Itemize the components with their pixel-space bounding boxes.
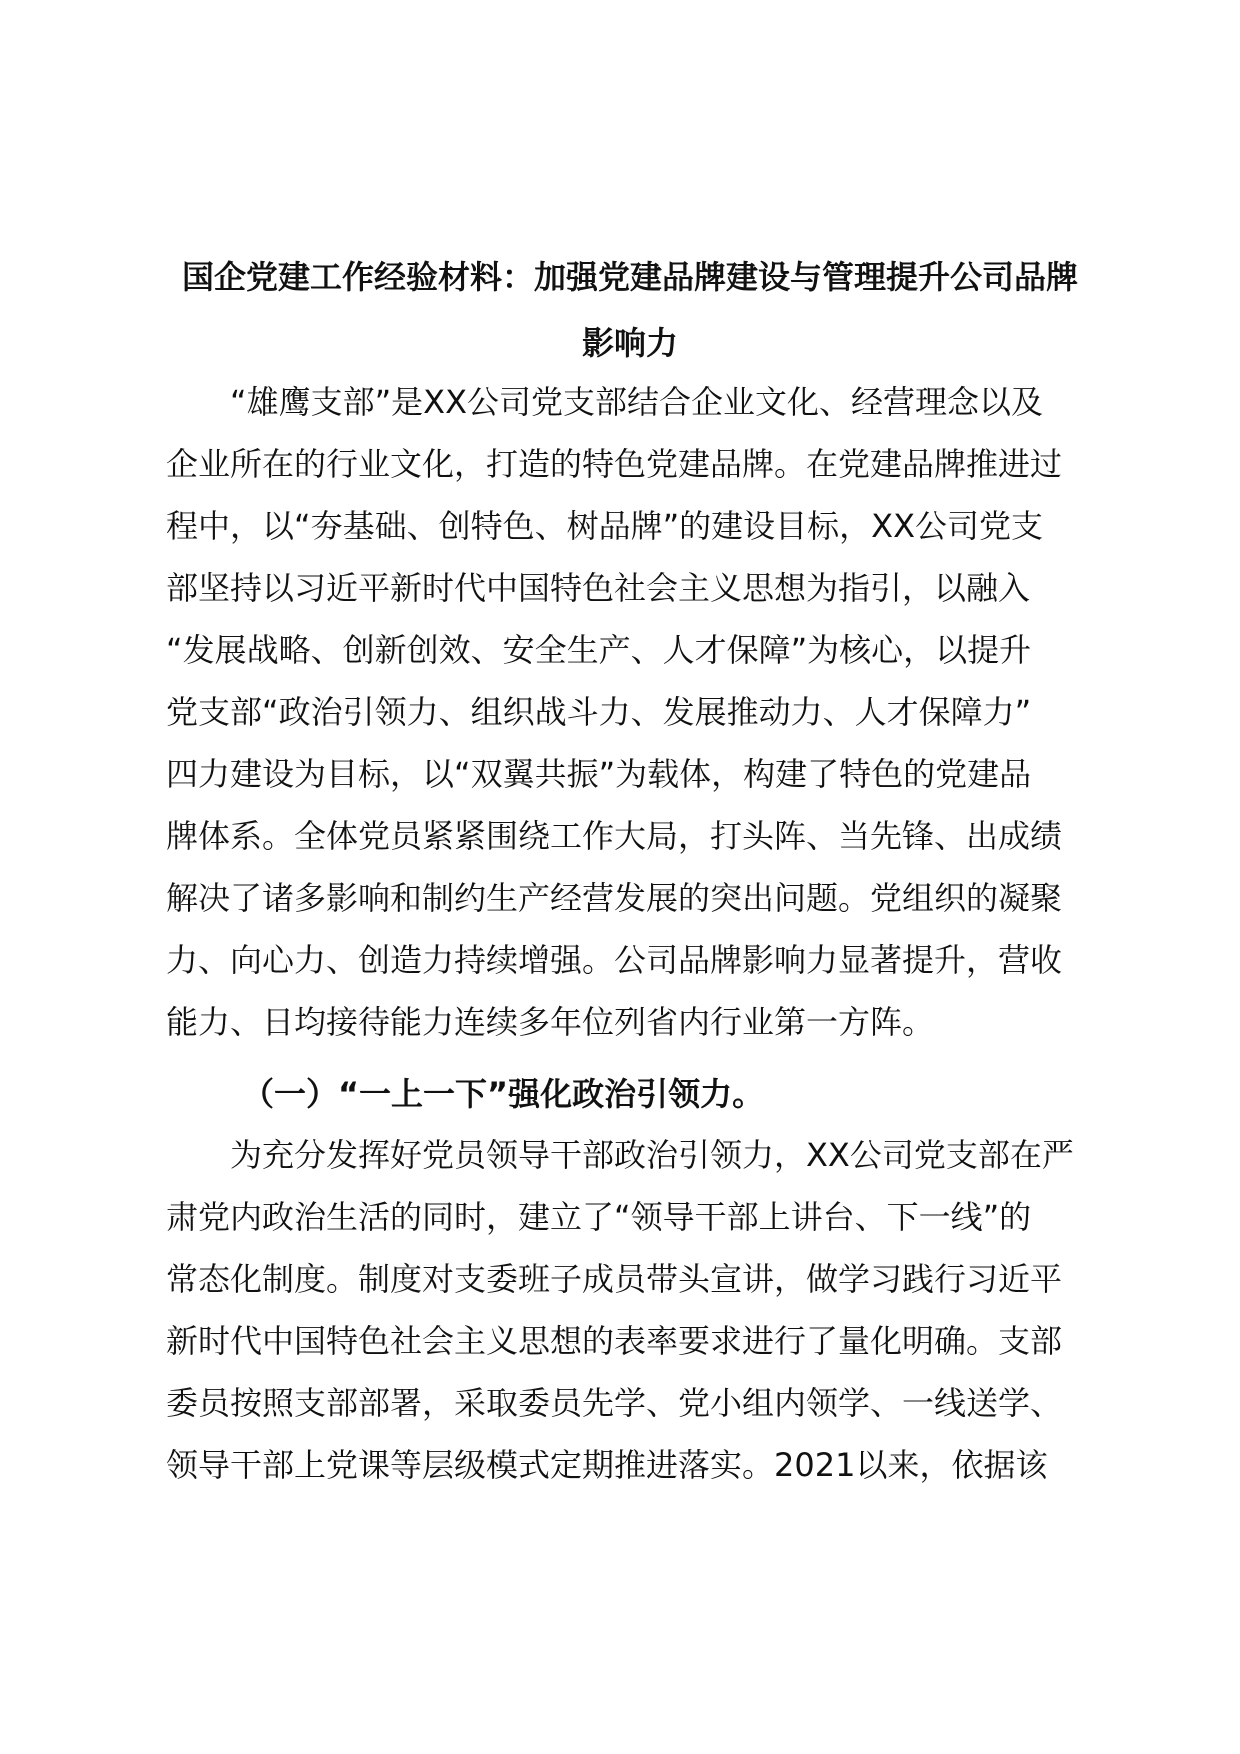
paragraph-line: 委员按照支部部署，采取委员先学、党小组内领学、一线送学、 xyxy=(166,1384,1063,1422)
paragraph-section-one xyxy=(166,1124,1116,1496)
paragraph-intro xyxy=(166,371,1116,1053)
paragraph-line: 解决了诸多影响和制约生产经营发展的突出问题。党组织的凝聚 xyxy=(166,879,1063,917)
paragraph-line: “发展战略、创新创效、安全生产、人才保障”为核心，以提升 xyxy=(166,631,1032,669)
document-title xyxy=(150,244,1110,376)
paragraph-line: 常态化制度。制度对支委班子成员带头宣讲，做学习践行习近平 xyxy=(166,1260,1063,1298)
paragraph-line: 能力、日均接待能力连续多年位列省内行业第一方阵。 xyxy=(166,1003,935,1041)
paragraph-line: 程中，以“夯基础、创特色、树品牌”的建设目标，XX公司党支 xyxy=(166,507,1044,545)
paragraph-line: 肃党内政治生活的同时，建立了“领导干部上讲台、下一线”的 xyxy=(166,1198,1032,1236)
paragraph-line: 领导干部上党课等层级模式定期推进落实。2021以来，依据该 xyxy=(166,1446,1048,1484)
paragraph-line: 力、向心力、创造力持续增强。公司品牌影响力显著提升，营收 xyxy=(166,941,1063,979)
paragraph-line: “雄鹰支部”是XX公司党支部结合企业文化、经营理念以及 xyxy=(230,383,1044,421)
paragraph-line: 企业所在的行业文化，打造的特色党建品牌。在党建品牌推进过 xyxy=(166,445,1063,483)
section-heading: （一）“一上一下”强化政治引领力。 xyxy=(242,1075,765,1113)
paragraph-line: 四力建设为目标，以“双翼共振”为载体，构建了特色的党建品 xyxy=(166,755,1032,793)
title-line-2: 影响力 xyxy=(581,324,678,362)
paragraph-line: 部坚持以习近平新时代中国特色社会主义思想为指引，以融入 xyxy=(166,569,1031,607)
paragraph-line: 党支部“政治引领力、组织战斗力、发展推动力、人才保障力” xyxy=(166,693,1032,731)
paragraph-line: 为充分发挥好党员领导干部政治引领力，XX公司党支部在严 xyxy=(230,1136,1074,1174)
title-line-1: 国企党建工作经验材料：加强党建品牌建设与管理提升公司品牌 xyxy=(181,258,1078,296)
section-heading-block xyxy=(166,1063,1116,1125)
paragraph-line: 牌体系。全体党员紧紧围绕工作大局，打头阵、当先锋、出成绩 xyxy=(166,817,1063,855)
paragraph-line: 新时代中国特色社会主义思想的表率要求进行了量化明确。支部 xyxy=(166,1322,1063,1360)
